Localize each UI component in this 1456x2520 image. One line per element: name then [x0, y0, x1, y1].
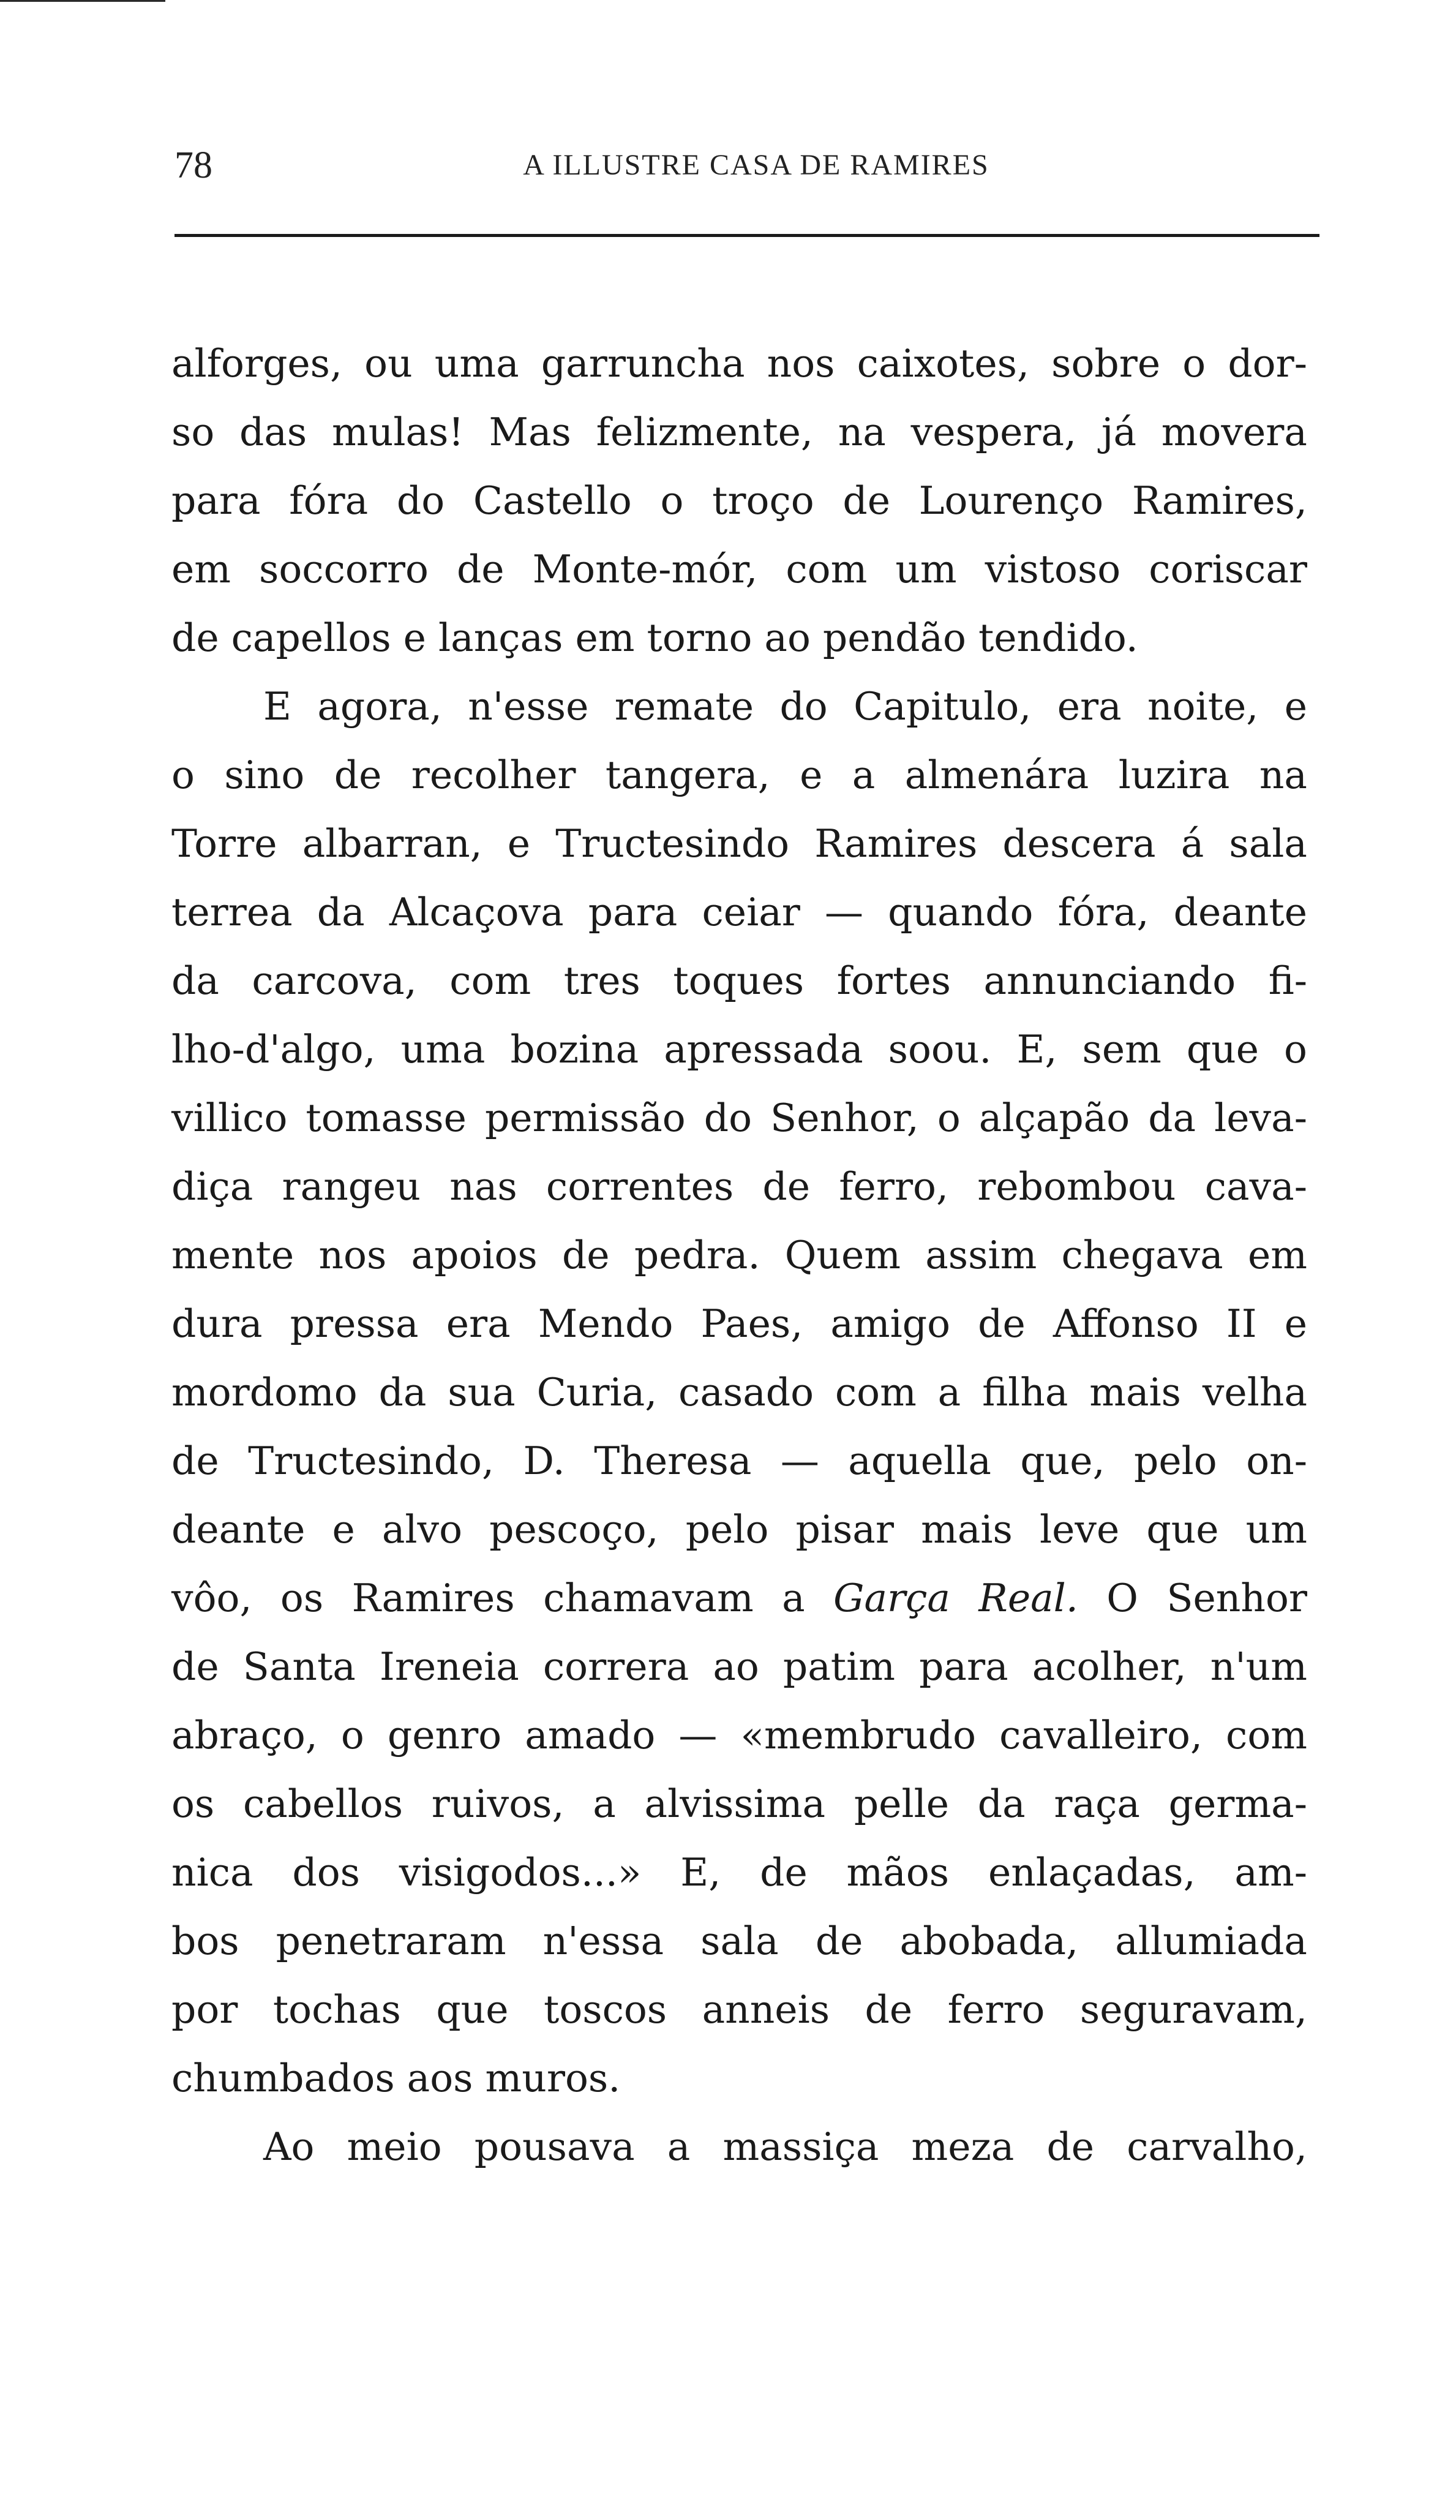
- text-line: os cabellos ruivos, a alvissima pelle da raça germa-: [171, 1781, 1307, 1826]
- page-header: [174, 141, 1326, 190]
- text-line: Torre albarran, e Tructesindo Ramires descera á sala: [171, 821, 1307, 866]
- text-line: da carcova, com tres toques fortes annunciando fi-: [171, 958, 1307, 1003]
- text-line: mente nos apoios de pedra. Quem assim chegava em: [171, 1233, 1307, 1277]
- text-line: E agora, n'esse remate do Capitulo, era noite, e: [263, 684, 1307, 729]
- text-line: o sino de recolher tangera, e a almenára luzira na: [171, 753, 1307, 797]
- text-line: terrea da Alcaçova para ceiar — quando fóra, deante: [171, 890, 1307, 935]
- text-line: deante e alvo pescoço, pelo pisar mais leve que um: [171, 1507, 1307, 1552]
- text-line: lho-d'algo, uma bozina apressada soou. E, sem que o: [171, 1027, 1307, 1072]
- header-divider: [174, 234, 1319, 237]
- text-line: para fóra do Castello o troço de Lourenço Ramires,: [171, 478, 1307, 523]
- scan-edge-line: [0, 0, 165, 2]
- text-line: em soccorro de Monte-mór, com um vistoso coriscar: [171, 547, 1307, 592]
- text-line: de capellos e lanças em torno ao pendão tendido.: [171, 615, 1138, 660]
- text-segment: O Senhor: [1078, 1576, 1308, 1620]
- running-title: A ILLUSTRE CASA DE RAMIRES: [523, 149, 989, 181]
- text-line: dura pressa era Mendo Paes, amigo de Affonso II e: [171, 1301, 1307, 1346]
- text-line: por tochas que toscos anneis de ferro seguravam,: [171, 1987, 1307, 2032]
- text-line: villico tomasse permissão do Senhor, o alçapão da leva-: [171, 1096, 1307, 1140]
- text-line: de Santa Ireneia correra ao patim para acolher, n'um: [171, 1644, 1307, 1689]
- italic-phrase: Garça Real.: [833, 1576, 1078, 1620]
- text-line: chumbados aos muros.: [171, 2056, 621, 2101]
- text-line: so das mulas! Mas felizmente, na vespera, já movera: [171, 410, 1307, 454]
- text-line: diça rangeu nas correntes de ferro, rebombou cava-: [171, 1164, 1307, 1209]
- text-line: de Tructesindo, D. Theresa — aquella que, pelo on-: [171, 1439, 1307, 1483]
- text-line: bos penetraram n'essa sala de abobada, allumiada: [171, 1919, 1307, 1963]
- text-line: abraço, o genro amado — «membrudo cavalleiro, com: [171, 1713, 1307, 1758]
- text-line: alforges, ou uma garruncha nos caixotes, sobre o dor-: [171, 341, 1307, 386]
- text-line: Ao meio pousava a massiça meza de carvalho,: [263, 2124, 1307, 2169]
- page-number: 78: [174, 145, 212, 186]
- text-line: [171, 1564, 1307, 1633]
- text-segment: vôo, os Ramires chamavam a: [171, 1576, 834, 1620]
- text-line: nica dos visigodos...» E, de mãos enlaçadas, am-: [171, 1850, 1307, 1895]
- text-line: mordomo da sua Curia, casado com a filha mais velha: [171, 1370, 1307, 1415]
